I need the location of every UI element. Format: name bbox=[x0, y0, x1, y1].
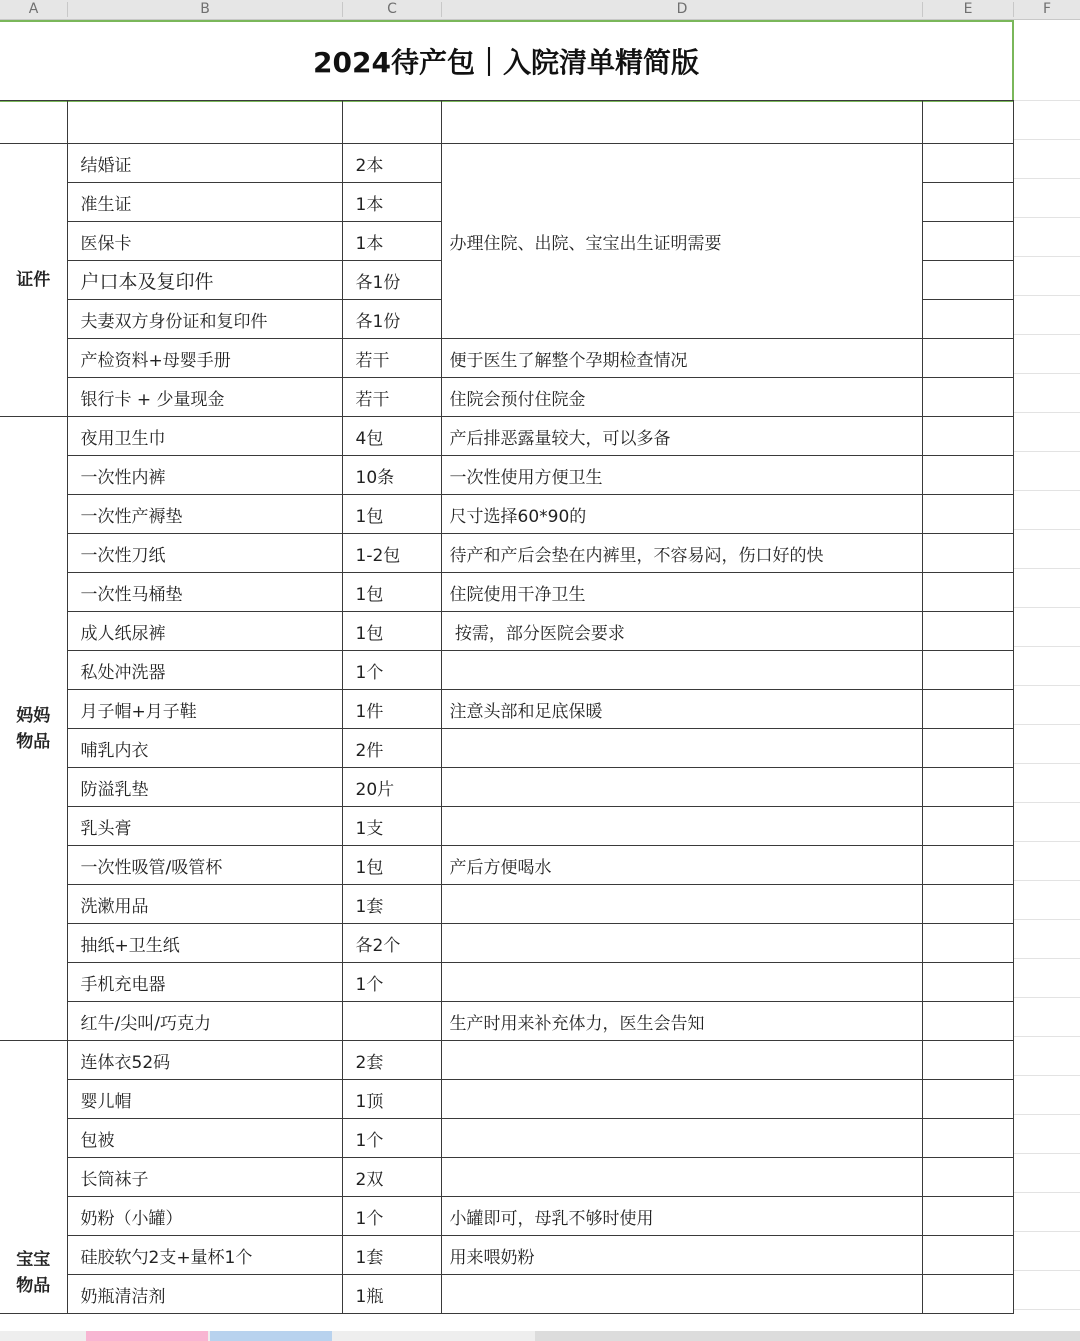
gridline bbox=[1014, 139, 1080, 140]
gridline bbox=[1014, 451, 1080, 452]
cell[interactable] bbox=[922, 573, 1013, 612]
note-cell[interactable] bbox=[441, 1080, 922, 1119]
horizontal-scrollbar[interactable] bbox=[535, 1331, 1080, 1341]
qty-cell[interactable]: 1个 bbox=[342, 963, 441, 1002]
gridline bbox=[1014, 607, 1080, 608]
qty-cell[interactable]: 2件 bbox=[342, 729, 441, 768]
item-cell[interactable]: 抽纸+卫生纸 bbox=[67, 924, 342, 963]
table-row bbox=[0, 144, 1013, 183]
qty-cell[interactable]: 1本 bbox=[342, 222, 441, 261]
sheet-tab-pink[interactable] bbox=[86, 1331, 208, 1341]
table-row bbox=[0, 1041, 1013, 1080]
cell[interactable] bbox=[922, 1275, 1013, 1314]
qty-cell[interactable]: 1套 bbox=[342, 885, 441, 924]
column-header-bar bbox=[0, 0, 1080, 20]
note-cell[interactable]: 住院会预付住院金 bbox=[441, 378, 922, 417]
column-header-b[interactable]: B bbox=[200, 1, 210, 17]
item-cell[interactable]: 一次性产褥垫 bbox=[67, 495, 342, 534]
note-cell[interactable] bbox=[441, 1119, 922, 1158]
item-cell[interactable]: 一次性马桶垫 bbox=[67, 573, 342, 612]
item-cell[interactable]: 结婚证 bbox=[67, 144, 342, 183]
item-cell[interactable]: 准生证 bbox=[67, 183, 342, 222]
cell[interactable] bbox=[342, 101, 441, 144]
table-row bbox=[0, 1002, 1013, 1041]
item-cell[interactable]: 婴儿帽 bbox=[67, 1080, 342, 1119]
item-cell[interactable]: 一次性刀纸 bbox=[67, 534, 342, 573]
item-cell[interactable]: 户口本及复印件 bbox=[67, 261, 342, 300]
cell[interactable] bbox=[922, 534, 1013, 573]
note-cell[interactable] bbox=[441, 1275, 922, 1314]
table-row bbox=[0, 573, 1013, 612]
gridline bbox=[1014, 256, 1080, 257]
item-cell[interactable]: 银行卡 + 少量现金 bbox=[67, 378, 342, 417]
qty-cell[interactable]: 1件 bbox=[342, 690, 441, 729]
qty-cell[interactable]: 1包 bbox=[342, 846, 441, 885]
cell[interactable] bbox=[922, 885, 1013, 924]
item-cell[interactable]: 一次性内裤 bbox=[67, 456, 342, 495]
qty-cell[interactable]: 2套 bbox=[342, 1041, 441, 1080]
gridline bbox=[1014, 958, 1080, 959]
note-cell[interactable] bbox=[441, 807, 922, 846]
qty-cell[interactable]: 2双 bbox=[342, 1158, 441, 1197]
item-cell[interactable]: 包被 bbox=[67, 1119, 342, 1158]
category-cell-baby-items[interactable]: 宝宝 物品 bbox=[0, 1041, 67, 1314]
cell[interactable] bbox=[922, 1236, 1013, 1275]
qty-cell[interactable]: 1个 bbox=[342, 651, 441, 690]
table-row bbox=[0, 339, 1013, 378]
table-row bbox=[0, 846, 1013, 885]
cell[interactable] bbox=[922, 651, 1013, 690]
item-cell[interactable]: 奶粉（小罐） bbox=[67, 1197, 342, 1236]
column-f-empty-area[interactable] bbox=[1014, 20, 1080, 1331]
note-cell[interactable]: 用来喂奶粉 bbox=[441, 1236, 922, 1275]
gridline bbox=[1014, 295, 1080, 296]
table-row bbox=[0, 807, 1013, 846]
cell[interactable] bbox=[922, 768, 1013, 807]
table-row bbox=[0, 1236, 1013, 1275]
table-row bbox=[0, 651, 1013, 690]
item-cell[interactable]: 一次性吸管/吸管杯 bbox=[67, 846, 342, 885]
item-cell[interactable]: 私处冲洗器 bbox=[67, 651, 342, 690]
table-row bbox=[0, 612, 1013, 651]
qty-cell[interactable]: 4包 bbox=[342, 417, 441, 456]
item-cell[interactable]: 连体衣52码 bbox=[67, 1041, 342, 1080]
qty-cell[interactable]: 1个 bbox=[342, 1197, 441, 1236]
cell[interactable] bbox=[922, 300, 1013, 339]
column-header-f[interactable]: F bbox=[1042, 1, 1052, 17]
gridline bbox=[1014, 334, 1080, 335]
cell[interactable] bbox=[67, 101, 342, 144]
item-cell[interactable]: 月子帽+月子鞋 bbox=[67, 690, 342, 729]
gridline bbox=[1014, 1153, 1080, 1154]
qty-cell[interactable]: 1包 bbox=[342, 573, 441, 612]
gridline bbox=[1014, 802, 1080, 803]
note-cell[interactable]: 注意头部和足底保暖 bbox=[441, 690, 922, 729]
item-cell[interactable]: 奶瓶清洁剂 bbox=[67, 1275, 342, 1314]
qty-cell[interactable]: 1包 bbox=[342, 612, 441, 651]
cell[interactable] bbox=[922, 924, 1013, 963]
gridline bbox=[1014, 1114, 1080, 1115]
note-cell[interactable] bbox=[441, 729, 922, 768]
cell[interactable] bbox=[922, 1041, 1013, 1080]
gridline bbox=[1014, 685, 1080, 686]
note-cell[interactable] bbox=[441, 963, 922, 1002]
column-header-a[interactable]: A bbox=[28, 1, 39, 17]
gridline bbox=[1014, 841, 1080, 842]
cell[interactable] bbox=[922, 417, 1013, 456]
gridline bbox=[1014, 568, 1080, 569]
gridline bbox=[1014, 763, 1080, 764]
column-header-e[interactable]: E bbox=[963, 1, 973, 17]
sheet-title-cell[interactable]: 2024待产包｜入院清单精简版 bbox=[0, 20, 1014, 102]
gridline bbox=[1014, 1270, 1080, 1271]
category-cell-mom-items[interactable]: 妈妈 物品 bbox=[0, 417, 67, 1041]
item-cell[interactable]: 成人纸尿裤 bbox=[67, 612, 342, 651]
table-row bbox=[0, 885, 1013, 924]
gridline bbox=[1014, 724, 1080, 725]
cell[interactable] bbox=[922, 183, 1013, 222]
table-row bbox=[0, 1275, 1013, 1314]
item-cell[interactable]: 硅胶软勺2支+量杯1个 bbox=[67, 1236, 342, 1275]
cell[interactable] bbox=[922, 261, 1013, 300]
gridline bbox=[1014, 1192, 1080, 1193]
qty-cell[interactable] bbox=[342, 1002, 441, 1041]
qty-cell[interactable]: 2本 bbox=[342, 144, 441, 183]
table-row bbox=[0, 378, 1013, 417]
qty-cell[interactable]: 1包 bbox=[342, 495, 441, 534]
item-cell[interactable]: 长筒袜子 bbox=[67, 1158, 342, 1197]
gridline bbox=[1014, 1309, 1080, 1310]
item-cell[interactable]: 乳头膏 bbox=[67, 807, 342, 846]
cell[interactable] bbox=[922, 1002, 1013, 1041]
gridline bbox=[1014, 217, 1080, 218]
cell[interactable] bbox=[922, 339, 1013, 378]
qty-cell[interactable]: 各1份 bbox=[342, 300, 441, 339]
note-cell[interactable] bbox=[441, 1041, 922, 1080]
qty-cell[interactable]: 1支 bbox=[342, 807, 441, 846]
note-cell[interactable]: 便于医生了解整个孕期检查情况 bbox=[441, 339, 922, 378]
cell[interactable] bbox=[922, 1158, 1013, 1197]
qty-cell[interactable]: 20片 bbox=[342, 768, 441, 807]
table-row bbox=[0, 417, 1013, 456]
gridline bbox=[1014, 1036, 1080, 1037]
gridline bbox=[1014, 997, 1080, 998]
note-cell-merged[interactable]: 办理住院、出院、宝宝出生证明需要 bbox=[441, 144, 922, 339]
qty-cell[interactable]: 1本 bbox=[342, 183, 441, 222]
gridline bbox=[1014, 412, 1080, 413]
cell[interactable] bbox=[922, 612, 1013, 651]
item-cell[interactable]: 夜用卫生巾 bbox=[67, 417, 342, 456]
cell[interactable] bbox=[922, 807, 1013, 846]
item-cell[interactable]: 哺乳内衣 bbox=[67, 729, 342, 768]
cell[interactable] bbox=[922, 144, 1013, 183]
gridline bbox=[1014, 1231, 1080, 1232]
cell[interactable] bbox=[922, 1197, 1013, 1236]
qty-cell[interactable]: 若干 bbox=[342, 339, 441, 378]
gridline bbox=[1014, 178, 1080, 179]
table-row bbox=[0, 534, 1013, 573]
cell[interactable] bbox=[922, 222, 1013, 261]
table-row bbox=[0, 963, 1013, 1002]
table-row bbox=[0, 768, 1013, 807]
note-cell[interactable]: 一次性使用方便卫生 bbox=[441, 456, 922, 495]
qty-cell[interactable]: 1套 bbox=[342, 1236, 441, 1275]
cell[interactable] bbox=[922, 690, 1013, 729]
cell[interactable] bbox=[922, 378, 1013, 417]
gridline bbox=[1014, 373, 1080, 374]
note-cell[interactable]: 按需，部分医院会要求 bbox=[441, 612, 922, 651]
checklist-table bbox=[0, 100, 1014, 1314]
item-cell[interactable]: 夫妻双方身份证和复印件 bbox=[67, 300, 342, 339]
note-cell[interactable] bbox=[441, 651, 922, 690]
item-cell[interactable]: 洗漱用品 bbox=[67, 885, 342, 924]
qty-cell[interactable]: 各2个 bbox=[342, 924, 441, 963]
cell[interactable] bbox=[922, 963, 1013, 1002]
item-cell[interactable]: 医保卡 bbox=[67, 222, 342, 261]
cell[interactable] bbox=[922, 846, 1013, 885]
table-row bbox=[0, 924, 1013, 963]
item-cell[interactable]: 手机充电器 bbox=[67, 963, 342, 1002]
note-cell[interactable] bbox=[441, 768, 922, 807]
cell[interactable] bbox=[922, 1080, 1013, 1119]
note-cell[interactable]: 产后排恶露量较大，可以多备 bbox=[441, 417, 922, 456]
qty-cell[interactable]: 1瓶 bbox=[342, 1275, 441, 1314]
note-cell[interactable]: 小罐即可，母乳不够时使用 bbox=[441, 1197, 922, 1236]
gridline bbox=[1014, 919, 1080, 920]
table-row bbox=[0, 456, 1013, 495]
gridline bbox=[1014, 646, 1080, 647]
gridline bbox=[1014, 1075, 1080, 1076]
table-row bbox=[0, 101, 1013, 144]
cell[interactable] bbox=[441, 101, 922, 144]
gridline bbox=[1014, 100, 1080, 101]
table-row bbox=[0, 729, 1013, 768]
cell[interactable] bbox=[922, 456, 1013, 495]
qty-cell[interactable]: 1-2包 bbox=[342, 534, 441, 573]
note-cell[interactable] bbox=[441, 924, 922, 963]
table-row bbox=[0, 495, 1013, 534]
qty-cell[interactable]: 10条 bbox=[342, 456, 441, 495]
table-row bbox=[0, 1080, 1013, 1119]
qty-cell[interactable]: 1个 bbox=[342, 1119, 441, 1158]
table-row bbox=[0, 1197, 1013, 1236]
note-cell[interactable]: 住院使用干净卫生 bbox=[441, 573, 922, 612]
qty-cell[interactable]: 若干 bbox=[342, 378, 441, 417]
note-cell[interactable]: 产后方便喝水 bbox=[441, 846, 922, 885]
table-row bbox=[0, 1119, 1013, 1158]
cell[interactable] bbox=[922, 101, 1013, 144]
gridline bbox=[1014, 880, 1080, 881]
cell[interactable] bbox=[922, 495, 1013, 534]
item-cell[interactable]: 防溢乳垫 bbox=[67, 768, 342, 807]
gridline bbox=[1014, 490, 1080, 491]
column-header-c[interactable]: C bbox=[387, 1, 397, 17]
note-cell[interactable]: 待产和产后会垫在内裤里，不容易闷，伤口好的快 bbox=[441, 534, 922, 573]
note-cell[interactable] bbox=[441, 1158, 922, 1197]
qty-cell[interactable]: 各1份 bbox=[342, 261, 441, 300]
qty-cell[interactable]: 1顶 bbox=[342, 1080, 441, 1119]
sheet-tab-blue[interactable] bbox=[210, 1331, 332, 1341]
table-row bbox=[0, 690, 1013, 729]
column-header-d[interactable]: D bbox=[676, 1, 688, 17]
note-cell[interactable]: 生产时用来补充体力，医生会告知 bbox=[441, 1002, 922, 1041]
table-row bbox=[0, 1158, 1013, 1197]
cell[interactable] bbox=[922, 1119, 1013, 1158]
item-cell[interactable]: 红牛/尖叫/巧克力 bbox=[67, 1002, 342, 1041]
note-cell[interactable]: 尺寸选择60*90的 bbox=[441, 495, 922, 534]
cell[interactable] bbox=[0, 101, 67, 144]
cell[interactable] bbox=[922, 729, 1013, 768]
item-cell[interactable]: 产检资料+母婴手册 bbox=[67, 339, 342, 378]
category-cell-documents[interactable]: 证件 bbox=[0, 144, 67, 417]
note-cell[interactable] bbox=[441, 885, 922, 924]
gridline bbox=[1014, 529, 1080, 530]
